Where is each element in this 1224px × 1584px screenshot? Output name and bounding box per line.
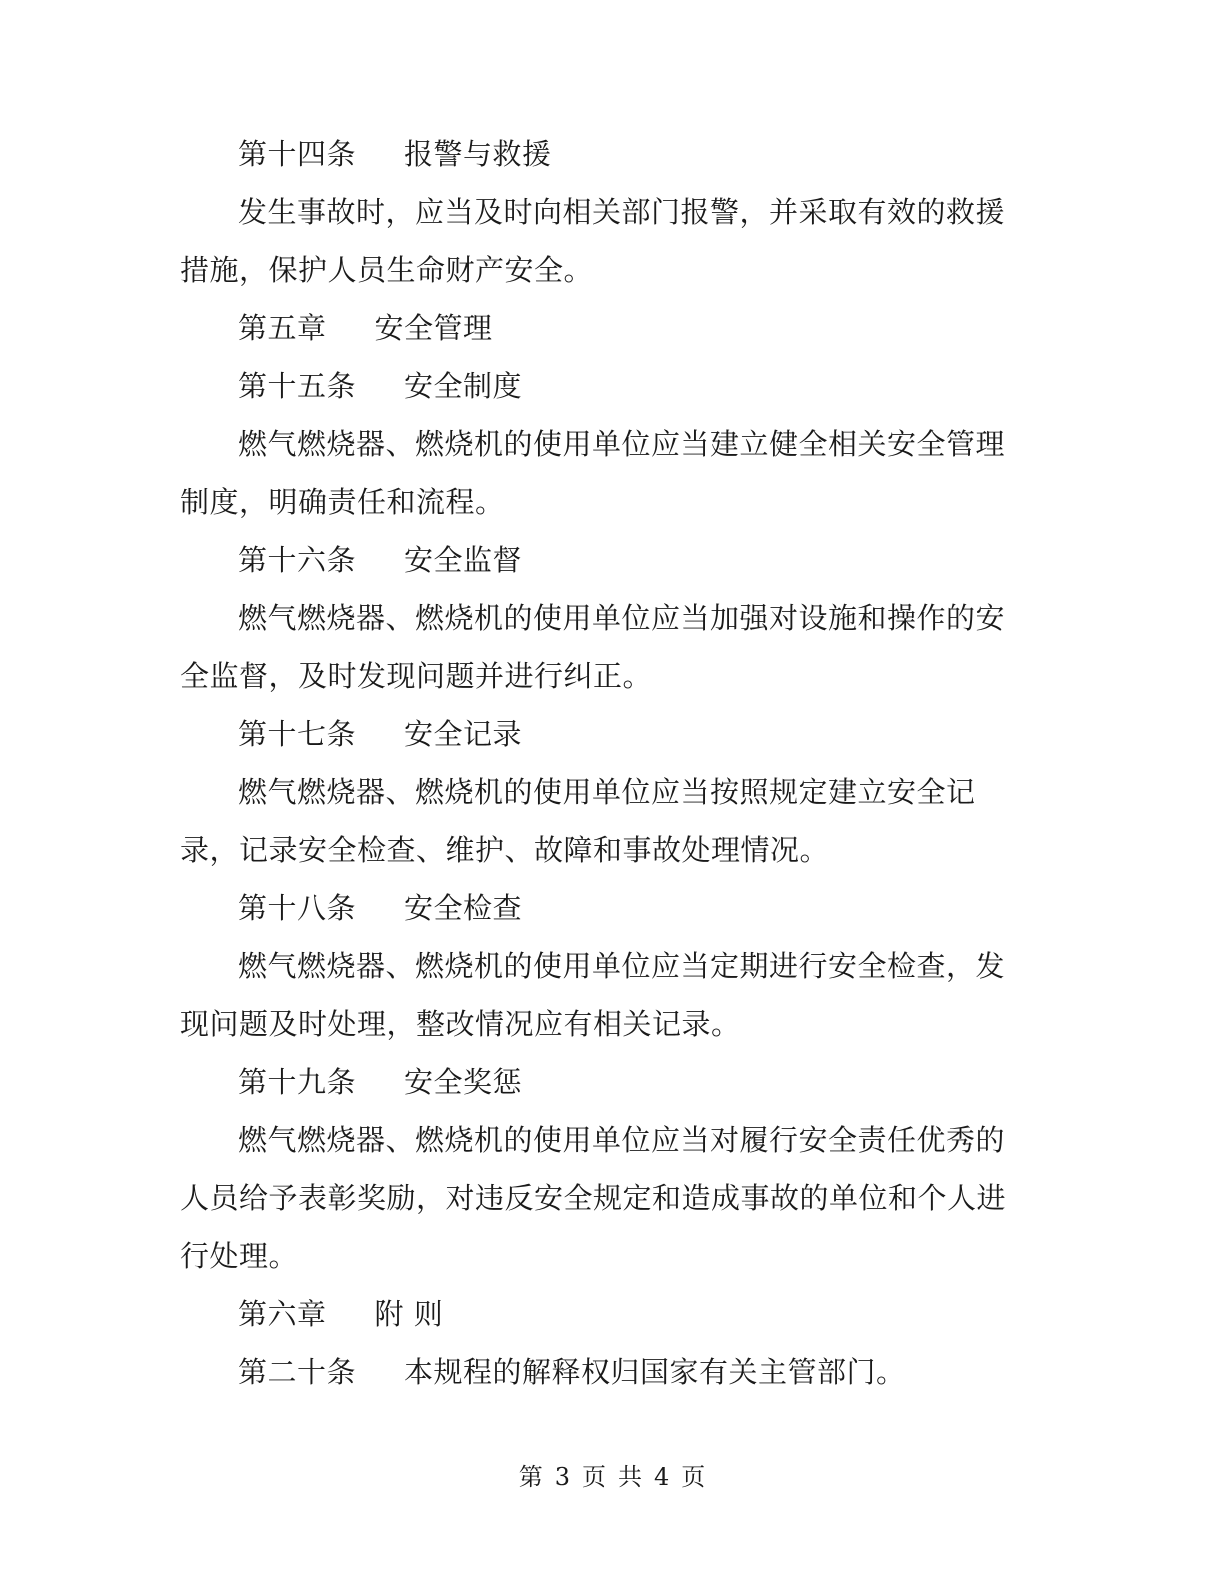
total-page-number: 4 bbox=[654, 1463, 670, 1491]
chapter-heading bbox=[180, 299, 1030, 357]
chapter-number: 第六章 bbox=[238, 1297, 327, 1331]
article-heading bbox=[180, 879, 1030, 937]
paragraph-line: 燃气燃烧器、燃烧机的使用单位应当建立健全相关安全管理 bbox=[238, 427, 1006, 461]
paragraph-line: 制度，明确责任和流程。 bbox=[180, 485, 505, 519]
article-number: 第十七条 bbox=[238, 717, 357, 751]
article-heading bbox=[180, 531, 1030, 589]
paragraph-line: 燃气燃烧器、燃烧机的使用单位应当对履行安全责任优秀的 bbox=[238, 1123, 1006, 1157]
article-heading bbox=[180, 1053, 1030, 1111]
paragraph-line: 燃气燃烧器、燃烧机的使用单位应当按照规定建立安全记 bbox=[238, 775, 976, 809]
document-body bbox=[180, 125, 1030, 1401]
paragraph-line: 发生事故时，应当及时向相关部门报警，并采取有效的救援 bbox=[238, 195, 1006, 229]
paragraph-line: 燃气燃烧器、燃烧机的使用单位应当定期进行安全检查，发 bbox=[238, 949, 1006, 983]
paragraph-line: 行处理。 bbox=[180, 1239, 299, 1273]
article-heading bbox=[180, 125, 1030, 183]
footer-prefix: 第 bbox=[518, 1463, 543, 1491]
chapter-number: 第五章 bbox=[238, 311, 327, 345]
chapter-title: 安全管理 bbox=[374, 311, 493, 345]
page-footer bbox=[0, 1460, 1224, 1494]
paragraph-line: 全监督，及时发现问题并进行纠正。 bbox=[180, 659, 653, 693]
article-title: 安全制度 bbox=[404, 369, 523, 403]
article-number: 第十四条 bbox=[238, 137, 357, 171]
article-heading bbox=[180, 1343, 1030, 1401]
footer-page-word: 页 bbox=[582, 1463, 606, 1491]
article-heading bbox=[180, 705, 1030, 763]
paragraph-line: 燃气燃烧器、燃烧机的使用单位应当加强对设施和操作的安 bbox=[238, 601, 1006, 635]
chapter-title: 附 则 bbox=[374, 1297, 444, 1331]
article-number: 第十六条 bbox=[238, 543, 357, 577]
article-title: 安全奖惩 bbox=[404, 1065, 523, 1099]
article-title: 报警与救援 bbox=[404, 137, 552, 171]
footer-suffix: 页 bbox=[681, 1463, 706, 1491]
article-number: 第二十条 bbox=[238, 1355, 357, 1389]
article-title: 安全检查 bbox=[404, 891, 523, 925]
paragraph-line: 措施，保护人员生命财产安全。 bbox=[180, 253, 594, 287]
article-title: 安全记录 bbox=[404, 717, 523, 751]
article-number: 第十九条 bbox=[238, 1065, 357, 1099]
article-heading bbox=[180, 357, 1030, 415]
paragraph-line: 人员给予表彰奖励，对违反安全规定和造成事故的单位和个人进 bbox=[180, 1181, 1007, 1215]
current-page-number: 3 bbox=[554, 1463, 570, 1491]
article-number: 第十八条 bbox=[238, 891, 357, 925]
article-title: 安全监督 bbox=[404, 543, 523, 577]
article-title: 本规程的解释权归国家有关主管部门。 bbox=[404, 1355, 906, 1389]
footer-total-prefix: 共 bbox=[618, 1463, 642, 1491]
chapter-heading bbox=[180, 1285, 1030, 1343]
paragraph-line: 录，记录安全检查、维护、故障和事故处理情况。 bbox=[180, 833, 830, 867]
paragraph-line: 现问题及时处理，整改情况应有相关记录。 bbox=[180, 1007, 741, 1041]
article-number: 第十五条 bbox=[238, 369, 357, 403]
